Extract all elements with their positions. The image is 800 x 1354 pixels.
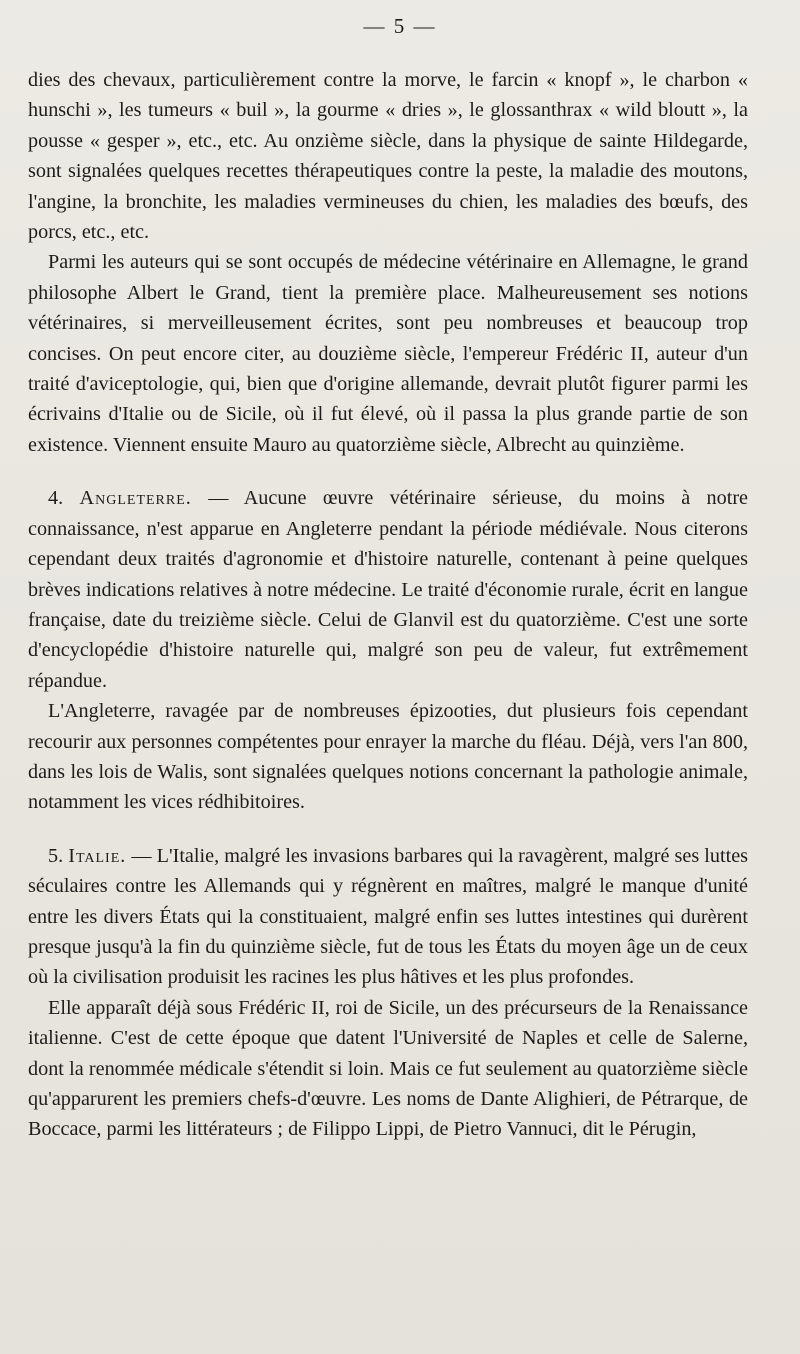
page-number: — 5 — xyxy=(363,14,437,38)
paragraph-frederic-ii: Elle apparaît déjà sous Frédéric II, roi de Sicile, un des précurseurs de la Renaissance italienne. C'est de cette époque que datent l'Université de Naples et celle de Salerne, dont la renommée médicale s'étendit si loin. Mais ce fut seulement au quatorzième siècle qu'apparurent les premiers chefs-d'œuvre. Les noms de Dante Alighieri, de Pétrarque, de Boccace, parmi les littérateurs ; de Filippo Lippi, de Pietro Vannuci, dit le Pérugin, xyxy=(28,996,748,1141)
section-body: — Aucune œuvre vétérinaire sérieuse, du moins à notre connaissance, n'est apparue en Angleterre pendant la période médiévale. Nous citerons cependant deux traités d'agronomie et d'histoire naturelle, contenant à peine quelques brèves indications relatives à notre médecine. Le traité d'économie rurale, écrit en langue française, date du treizième siècle. Celui de Glanvil est du quatorzième. C'est une sorte d'encyclopédie d'histoire naturelle qui, malgré son peu de valeur, fut extrêmement répandue. xyxy=(28,487,749,692)
paragraph-albert-le-grand: Parmi les auteurs qui se sont occupés de médecine vétérinaire en Allemagne, le grand philosophe Albert le Grand, tient la première place. Malheureusement ses notions vétérinaires, si merveilleusement écrites, sont peu nombreuses et beaucoup trop concises. On peut encore citer, au douzième siècle, l'empereur Frédéric II, auteur d'un traité d'aviceptologie, qui, bien que d'origine allemande, devrait plutôt figurer parmi les écrivains d'Italie ou de Sicile, où il fut élevé, où il passa la plus grande partie de son existence. Viennent ensuite Mauro au quatorzième siècle, Albrecht au quinzième. xyxy=(28,251,748,456)
section-number: 5. xyxy=(48,844,64,867)
section-heading: Angleterre. xyxy=(79,487,192,510)
paragraph-continuation: dies des chevaux, particulièrement contre la morve, le farcin « knopf », le charbon « hunschi », les tumeurs « buil », la gourme « dries », le glossanthrax « wild bloutt », la pousse « gesper », etc., etc. Au onzième siècle, dans la physique de sainte Hildegarde, sont signalées quelques recettes thérapeutiques contre la peste, la maladie des moutons, l'angine, la bronchite, les maladies vermineuses du chien, les maladies des bœufs, des porcs, etc., etc. xyxy=(28,69,748,244)
section-number: 4. xyxy=(48,487,64,510)
section-angleterre xyxy=(28,483,748,696)
section-body: — L'Italie, malgré les invasions barbares qui la ravagèrent, malgré ses luttes séculaires contre les Allemands qui y régnèrent en maîtres, malgré le manque d'unité entre les divers États qui la constituaient, malgré enfin ses luttes intestines qui durèrent presque jusqu'à la fin du quinzième siècle, fut de tous les États du moyen âge un de ceux où la civilisation produisit les racines les plus hâtives et les plus profondes. xyxy=(28,844,749,989)
paragraph-epizooties: L'Angleterre, ravagée par de nombreuses épizooties, dut plusieurs fois cependant recourir aux personnes compétentes pour enrayer la marche du fléau. Déjà, vers l'an 800, dans les lois de Walis, sont signalées quelques notions concernant la pathologie animale, notamment les vices rédhibitoires. xyxy=(28,700,748,814)
section-heading: Italie. xyxy=(68,844,127,867)
section-italie xyxy=(28,841,748,993)
